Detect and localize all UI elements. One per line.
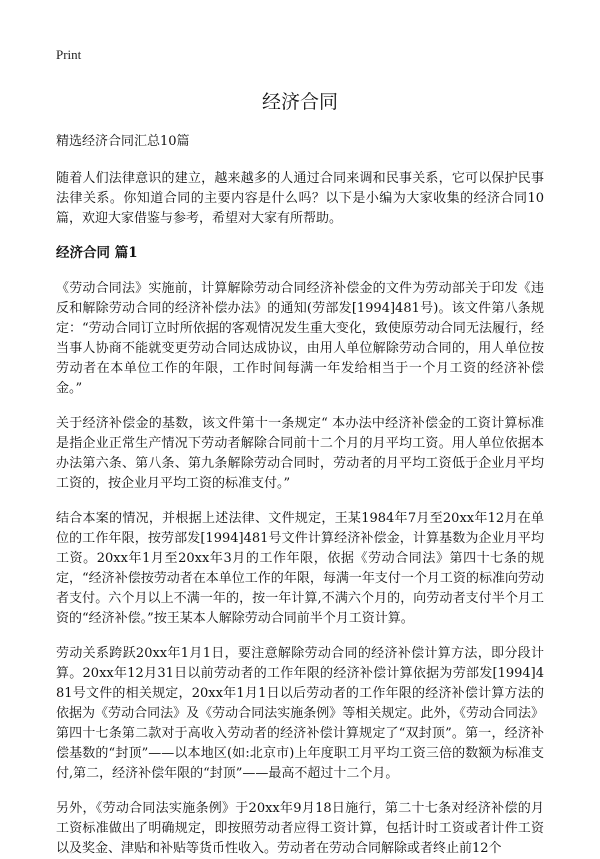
document-title: 经济合同 [261, 91, 338, 113]
body-paragraph-1: 《劳动合同法》实施前，计算解除劳动合同经济补偿金的文件为劳动部关于印发《违反和解除劳动合同的经济补偿办法》的通知(劳部发[1994]481号)。该文件第八条规定：“劳动合同订立时所依据的客观情况发生重大变化，致使原劳动合同无法履行，经当事人协商不能就变更劳动合同达成协议，由用人单位解除劳动合同的，用人单位按劳动者在本单位工作的年限，工作时间每满一年发给相当于一个月工资的经济补偿金。” [56, 281, 544, 397]
section-heading: 经济合同 篇1 [56, 245, 138, 262]
print-link[interactable]: Print [56, 47, 82, 62]
body-paragraph-2: 关于经济补偿金的基数，该文件第十一条规定“ 本办法中经济补偿金的工资计算标准是指企业正常生产情况下劳动者解除合同前十二个月的月平均工资。用人单位依据本办法第六条、第八条、第九条解除劳动合同时，劳动者的月平均工资低于企业月平均工资的，按企业月平均工资的标准支付。” [56, 416, 544, 492]
document-subtitle: 精选经济合同汇总10篇 [56, 133, 190, 149]
body-paragraph-5: 另外，《劳动合同法实施条例》于20xx年9月18日施行，第二十七条对经济补偿的月工资标准做出了明确规定，即按照劳动者应得工资计算，包括计时工资或者计件工资以及奖金、津贴和补贴等货币性收入。劳动者在劳动合同解除或者终止前12个 [56, 801, 544, 857]
body-paragraph-4: 劳动关系跨跃20xx年1月1日，要注意解除劳动合同的经济补偿计算方法，即分段计算。20xx年12月31日以前劳动者的工作年限的经济补偿计算依据为劳部发[1994]481号文件的相关规定，20xx年1月1日以后劳动者的工作年限的经济补偿计算方法的依据为《劳动合同法》及《劳动合同法实施条例》等相关规定。此外，《劳动合同法》第四十七条第二款对于高收入劳动者的经济补偿计算规定了“双封顶”。第一，经济补偿基数的“封顶”——以本地区(如:北京市)上年度职工月平均工资三倍的数额为标准支付,第二，经济补偿年限的“封顶”——最高不超过十二个月。 [56, 646, 544, 782]
intro-paragraph: 随着人们法律意识的建立，越来越多的人通过合同来调和民事关系，它可以保护民事法律关系。你知道合同的主要内容是什么吗？以下是小编为大家收集的经济合同10篇，欢迎大家借鉴与参考，希望对大家有所帮助。 [56, 171, 544, 227]
body-paragraph-3: 结合本案的情况，并根据上述法律、文件规定，王某1984年7月至20xx年12月在单位的工作年限，按劳部发[1994]481号文件计算经济补偿金，计算基数为企业月平均工资。20xx年1月至20xx年3月的工作年限，依据《劳动合同法》第四十七条的规定，“经济补偿按劳动者在本单位工作的年限，每满一年支付一个月工资的标准向劳动者支付。六个月以上不满一年的，按一年计算,不满六个月的，向劳动者支付半个月工资的“经济补偿。”按王某本人解除劳动合同前半个月工资计算。 [56, 511, 544, 627]
